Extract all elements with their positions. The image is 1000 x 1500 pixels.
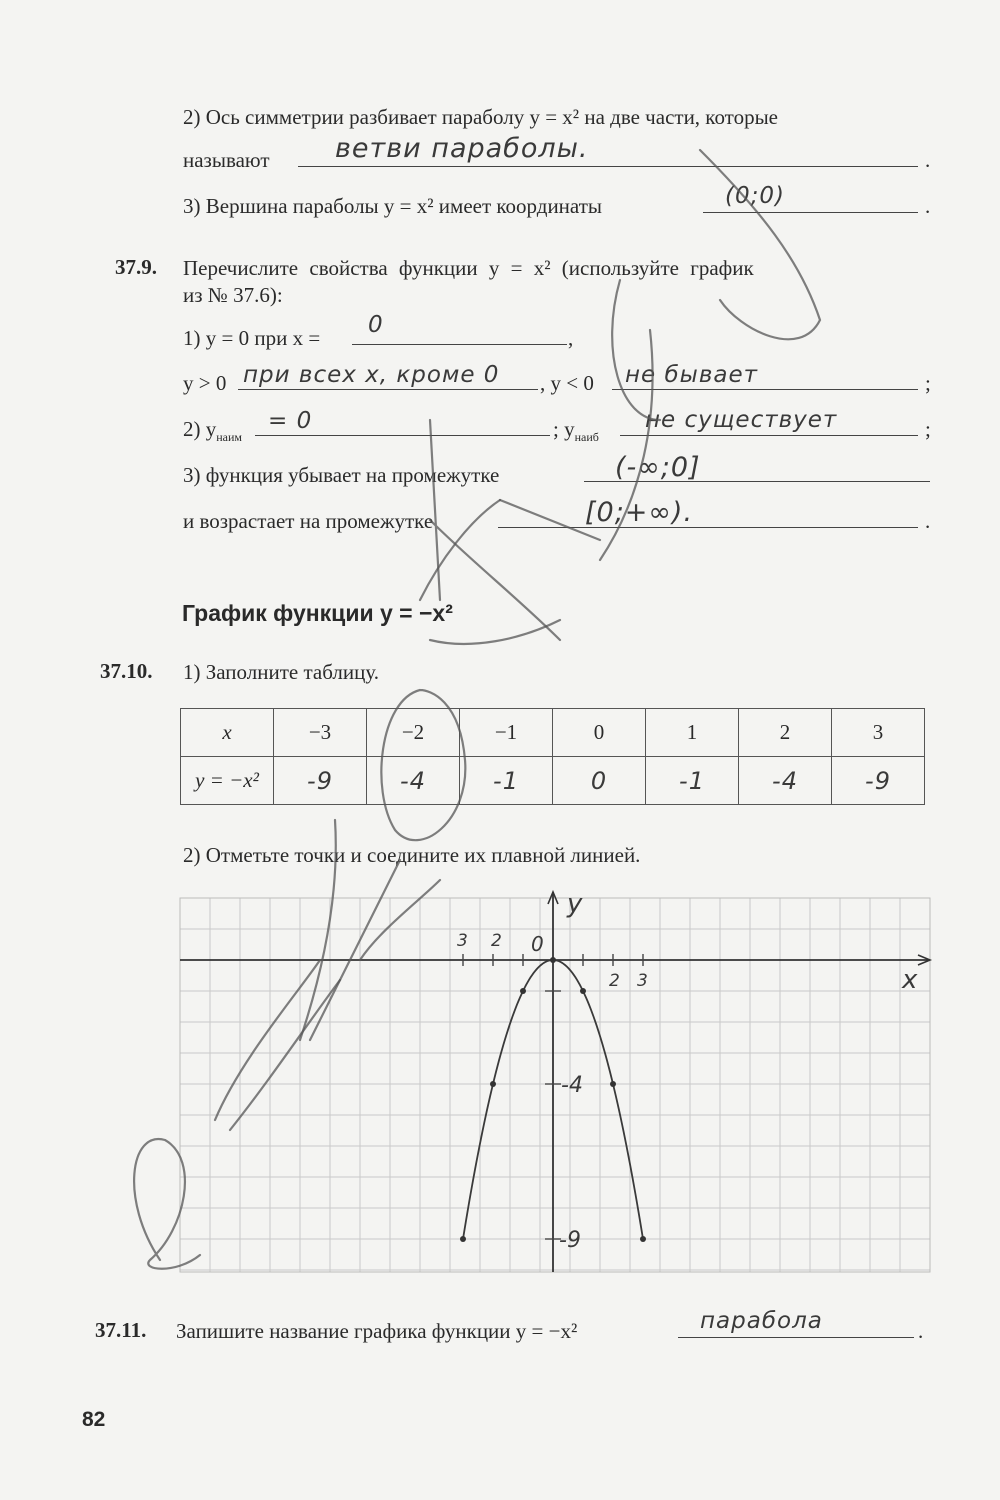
x-tick-label: 2	[491, 931, 502, 951]
period: .	[925, 509, 931, 533]
table-cell: 2	[739, 709, 832, 757]
table-value: -1	[493, 766, 519, 795]
semicolon: ;	[925, 417, 931, 441]
table-cell: x	[181, 709, 274, 757]
ex3710-task2: 2) Отметьте точки и соедините их плавной линией.	[183, 843, 641, 867]
p3-answer-b: [0;+∞).	[585, 497, 694, 528]
section-heading: График функции y = −x²	[182, 600, 453, 626]
origin-label: 0	[531, 932, 544, 956]
x-tick-label: 3	[637, 971, 648, 991]
item2-answer: ветви параболы.	[335, 133, 589, 164]
ex379-text-a: Перечислите свойства функции y = x² (используйте график	[183, 256, 754, 280]
y-axis-label: y	[567, 889, 583, 919]
table-cell: y = −x²	[181, 757, 274, 805]
y-tick-label: -4	[561, 1073, 583, 1098]
period: .	[918, 1319, 924, 1343]
table-cell: 1	[646, 709, 739, 757]
ex3711-answer: парабола	[700, 1308, 823, 1334]
p2-answer-b: не существует	[645, 407, 838, 433]
table-cell: 0	[553, 709, 646, 757]
p3-text-b: и возрастает на промежутке	[183, 509, 434, 533]
pencil-stroke	[381, 690, 465, 840]
table-value: -9	[307, 766, 333, 795]
p2-label-b: ; $y_{наиб}$	[553, 417, 599, 445]
table-cell: −3	[274, 709, 367, 757]
table-value: -4	[400, 766, 426, 795]
p1-text: 1) y = 0 при x =	[183, 326, 321, 350]
y-tick-label: -9	[559, 1228, 581, 1253]
item3-answer: (0;0)	[725, 183, 785, 209]
pencil-stroke	[134, 1139, 200, 1269]
data-point	[520, 988, 526, 994]
pencil-stroke	[430, 500, 600, 644]
data-point	[580, 988, 586, 994]
p2-answer-a: = 0	[268, 408, 313, 434]
page-number: 82	[82, 1408, 106, 1431]
grid-border	[180, 898, 930, 1272]
item2-text-a: 2) Ось симметрии разбивает параболу y = x² на две части, которые	[183, 105, 778, 129]
x-axis-label: x	[902, 965, 918, 995]
item3-text: 3) Вершина параболы y = x² имеет координаты	[183, 194, 602, 218]
period: .	[925, 194, 931, 218]
table-cell: 3	[832, 709, 925, 757]
p3-answer-a: (-∞;0]	[615, 452, 701, 483]
p1b-answer-b: не бывает	[625, 362, 759, 388]
comma: ,	[568, 326, 574, 350]
p1-answer: 0	[368, 312, 384, 338]
table-value: -1	[679, 766, 705, 795]
axis-labels	[457, 889, 918, 1253]
p1b-answer-a: при всех x, кроме 0	[243, 362, 500, 388]
ex3710-task1: 1) Заполните таблицу.	[183, 660, 379, 684]
ex3711-text: Запишите название графика функции y = −x²	[176, 1319, 578, 1343]
table-value: -4	[772, 766, 798, 795]
answer-line	[678, 1337, 914, 1338]
data-point	[550, 957, 556, 963]
exercise-number: 37.10.	[100, 659, 153, 683]
p1b-text-a: y > 0	[183, 371, 227, 395]
p2-label-a: 2) $y_{наим}$	[183, 417, 243, 445]
pencil-stroke	[612, 150, 820, 420]
table-cell: −2	[367, 709, 460, 757]
table-cell: −1	[460, 709, 553, 757]
pencil-stroke	[430, 330, 653, 640]
exercise-number: 37.11.	[95, 1318, 147, 1342]
period: .	[925, 148, 931, 172]
data-point	[640, 1236, 646, 1242]
data-point	[460, 1236, 466, 1242]
x-tick-label: 2	[609, 971, 620, 991]
axes	[180, 892, 930, 1272]
x-tick-label: 3	[457, 931, 468, 951]
exercise-number: 37.9.	[115, 255, 157, 279]
table-value: 0	[590, 766, 608, 795]
data-point	[490, 1081, 496, 1087]
pencil-scribble	[134, 150, 820, 1269]
data-point	[610, 1081, 616, 1087]
p1b-text-b: , y < 0	[540, 371, 594, 395]
table-value: -9	[865, 766, 891, 795]
item2-text-b: называют	[183, 148, 270, 172]
ex379-text-b: из № 37.6):	[183, 283, 283, 307]
pencil-stroke	[215, 960, 340, 1130]
grid	[180, 898, 930, 1272]
semicolon: ;	[925, 371, 931, 395]
pencil-stroke	[360, 500, 500, 960]
p3-text-a: 3) функция убывает на промежутке	[183, 463, 500, 487]
